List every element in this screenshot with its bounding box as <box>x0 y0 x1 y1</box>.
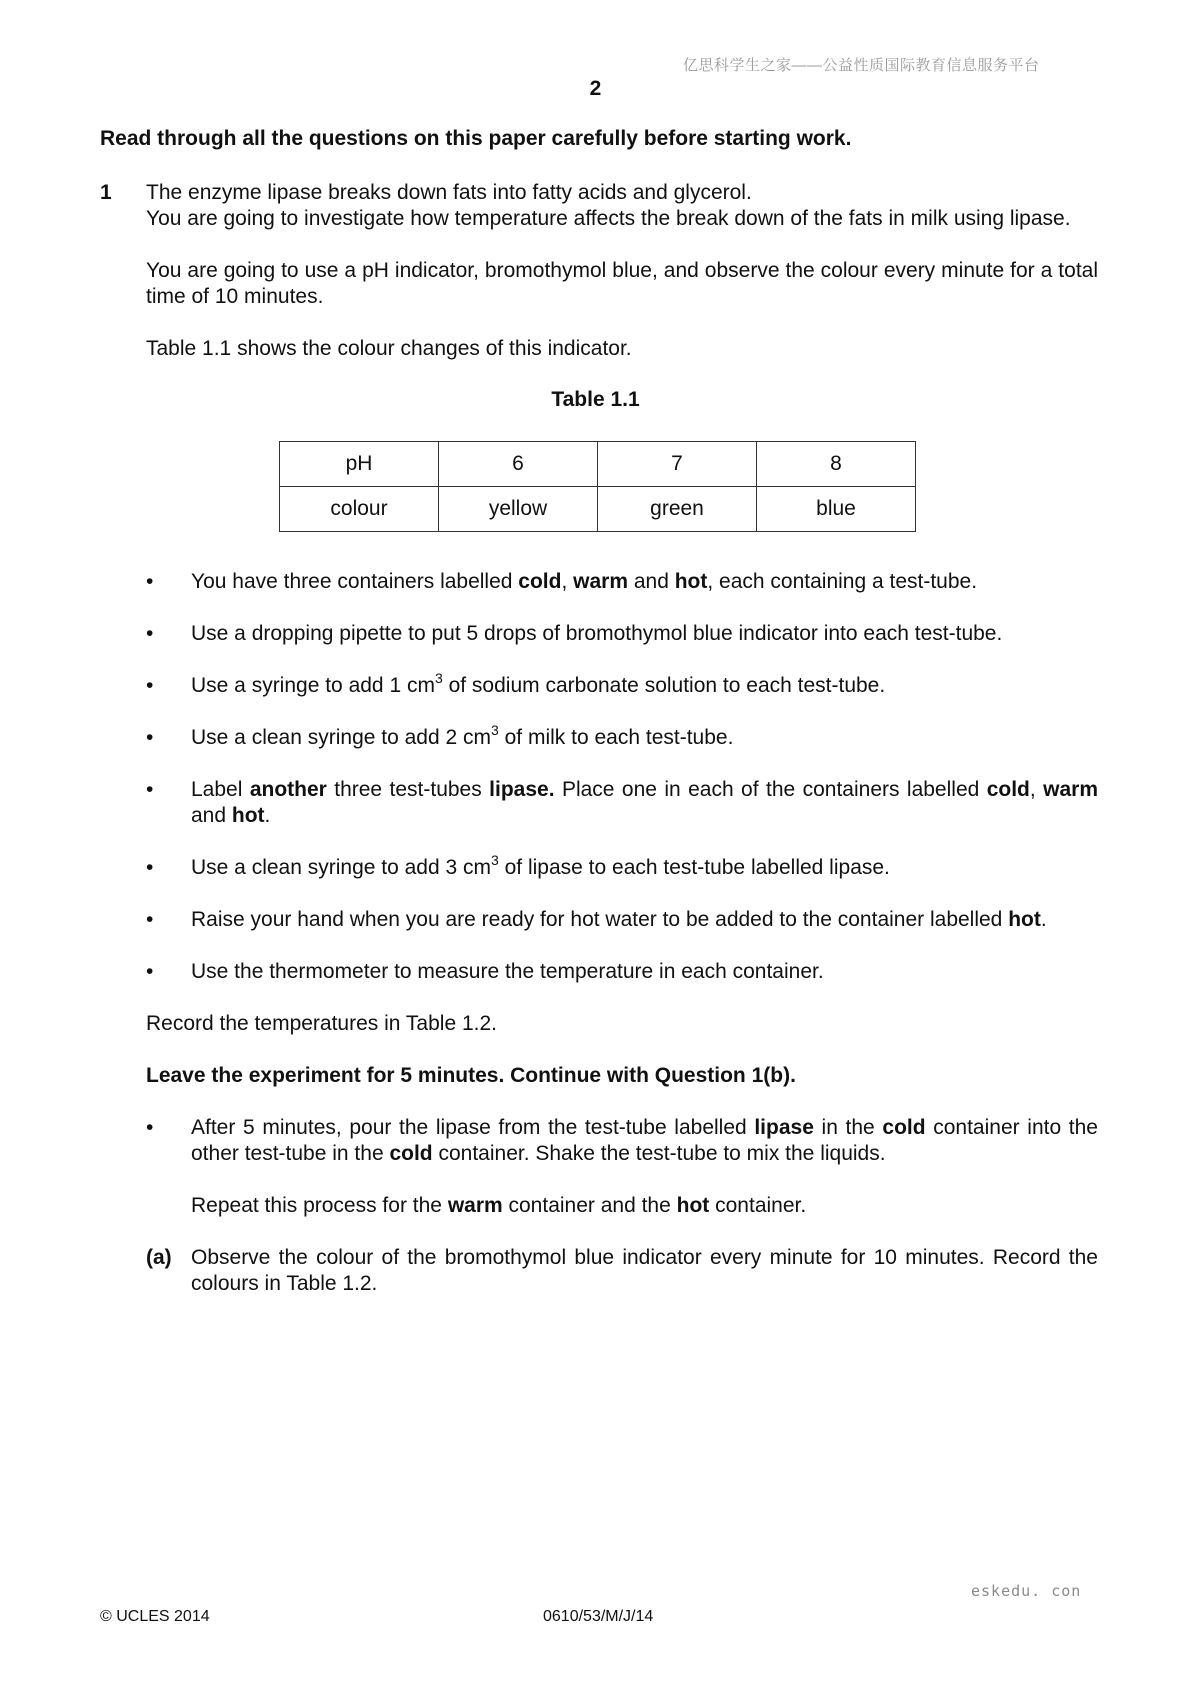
question-intro-2: You are going to investigate how temperature affects the break down of the fats in milk using lipase. <box>146 207 1071 230</box>
table-cell: yellow <box>439 487 598 532</box>
instruction-heading: Read through all the questions on this paper carefully before starting work. <box>100 127 852 150</box>
copyright-notice: © UCLES 2014 <box>100 1608 210 1625</box>
bullet-text: Use a clean syringe to add 2 $cm^3$ of milk to each test-tube. <box>191 722 734 749</box>
table-cell: blue <box>757 487 916 532</box>
bullet-text: After 5 minutes, pour the lipase from the test-tube labelled lipase in the cold container into the other test-tube in the cold container. Shake the test-tube to mix the liquids. <box>191 1116 1098 1165</box>
table-cell: 8 <box>757 442 916 487</box>
table-intro: Table 1.1 shows the colour changes of this indicator. <box>146 337 632 360</box>
bullet-icon: • <box>146 622 154 645</box>
table-cell: pH <box>280 442 439 487</box>
bullet-icon: • <box>146 570 154 593</box>
question-intro-3: You are going to use a pH indicator, bromothymol blue, and observe the colour every minute for a total time of 10 minutes. <box>146 259 1098 308</box>
table-cell: 6 <box>439 442 598 487</box>
bullet-text: Use a clean syringe to add 3 $cm^3$ of lipase to each test-tube labelled lipase. <box>191 852 890 879</box>
question-intro-1: The enzyme lipase breaks down fats into fatty acids and glycerol. <box>146 181 752 204</box>
table-cell: green <box>598 487 757 532</box>
bullet-text: Label another three test-tubes lipase. Place one in each of the containers labelled cold, warm and hot. <box>191 778 1099 827</box>
part-a-text: Observe the colour of the bromothymol blue indicator every minute for 10 minutes. Record the colours in Table 1.2. <box>191 1246 1098 1295</box>
leave-instruction: Leave the experiment for 5 minutes. Continue with Question 1(b). <box>146 1064 796 1087</box>
bullet-icon: • <box>146 1116 154 1139</box>
repeat-instruction: Repeat this process for the warm container and the hot container. <box>191 1194 807 1217</box>
question-number: 1 <box>100 181 112 204</box>
bullet-text: Use a dropping pipette to put 5 drops of bromothymol blue indicator into each test-tube. <box>191 622 1003 645</box>
bullet-text: Use a syringe to add 1 $cm^3$ of sodium carbonate solution to each test-tube. <box>191 670 886 697</box>
bullet-icon: • <box>146 674 154 697</box>
paper-code: 0610/53/M/J/14 <box>543 1608 654 1625</box>
bullet-text: You have three containers labelled cold, warm and hot, each containing a test-tube. <box>191 570 978 593</box>
indicator-table <box>279 441 916 532</box>
table-row <box>280 487 916 532</box>
bullet-text: Raise your hand when you are ready for hot water to be added to the container labelled hot. <box>191 908 1047 931</box>
bullet-icon: • <box>146 960 154 983</box>
bullet-icon: • <box>146 908 154 931</box>
part-a-label: (a) <box>146 1246 172 1269</box>
table-caption: Table 1.1 <box>551 388 640 411</box>
record-instruction: Record the temperatures in Table 1.2. <box>146 1012 497 1035</box>
bullet-text: Use the thermometer to measure the temperature in each container. <box>191 960 824 983</box>
table-cell: 7 <box>598 442 757 487</box>
bullet-icon: • <box>146 856 154 879</box>
table-row <box>280 442 916 487</box>
table-cell: colour <box>280 487 439 532</box>
footer-site-watermark: eskedu. con <box>971 1582 1082 1600</box>
page-number: 2 <box>589 77 602 100</box>
bullet-icon: • <box>146 726 154 749</box>
bullet-icon: • <box>146 778 154 801</box>
watermark-text: 亿思科学生之家——公益性质国际教育信息服务平台 <box>683 57 1040 74</box>
